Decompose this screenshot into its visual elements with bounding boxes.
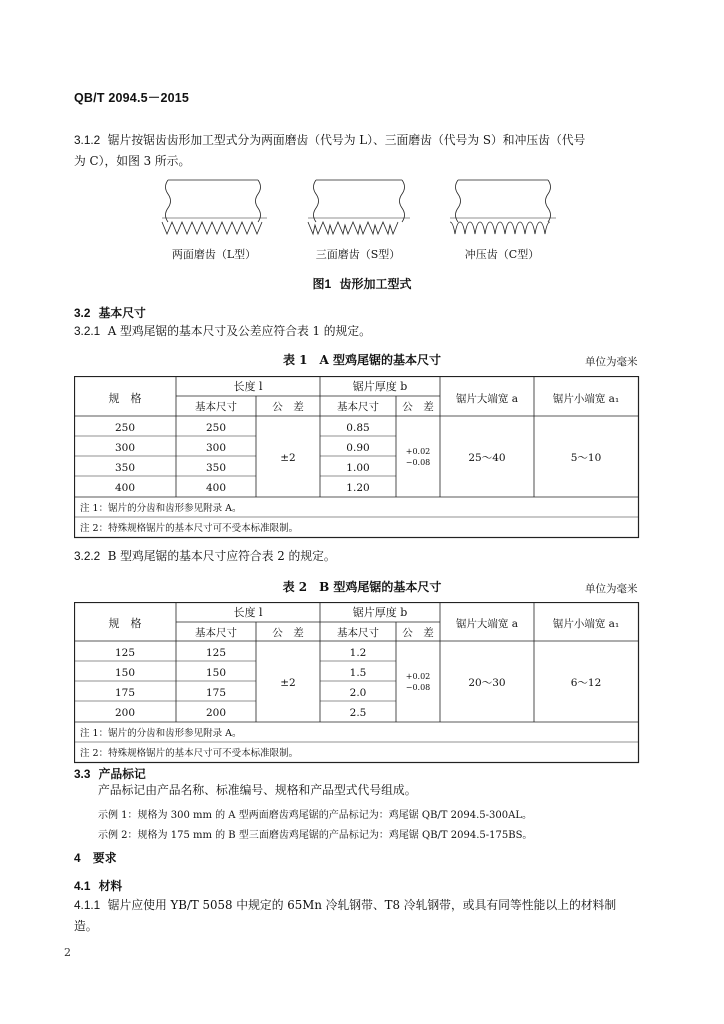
header-tolerance: 公 差 [402,627,434,639]
paragraph-text: 锯片按锯齿齿形加工型式分为两面磨齿（代号为 L）、三面磨齿（代号为 S）和冲压齿（代号 [107,133,586,147]
cell-spec: 150 [114,667,136,679]
three-face-ground-tooth-drawing [308,180,410,234]
paragraph-text: 造。 [74,919,98,933]
example-1: 示例 1：规格为 300 mm 的 A 型两面磨齿鸡尾锯的产品标记为：鸡尾锯 QB/T 2094.5-300AL。 [98,810,532,821]
cell-length-tolerance: ±2 [280,452,296,464]
table2-unit: 单位为毫米 [585,583,638,595]
section-4-1-heading [74,876,122,897]
header-tolerance: 公 差 [272,401,304,413]
table-note-1: 注 1：锯片的分齿和齿形参见附录 A。 [80,728,242,739]
header-length: 长度 l [233,606,263,619]
section-3-3-text: 产品标记由产品名称、标准编号、规格和产品型式代号组成。 [98,783,417,797]
table2-caption: 表 2 B 型鸡尾锯的基本尺寸 [282,580,442,594]
cell-small-end: 6～12 [570,677,602,689]
figure-label-l-type: 两面磨齿（L型） [171,248,257,261]
cell-thickness-tolerance-plus: +0.02 [405,447,431,456]
header-small-end: 锯片小端宽 a₁ [552,393,620,405]
cell-spec: 250 [114,422,136,434]
cell-small-end: 5～10 [570,452,602,464]
section-number: 3.2.2 [74,549,101,563]
figure-label-s-type: 三面磨齿（S型） [315,248,401,261]
cell-length: 400 [205,482,227,494]
header-basic-size: 基本尺寸 [337,401,379,413]
cell-length: 250 [205,422,227,434]
paragraph-text: B 型鸡尾锯的基本尺寸应符合表 2 的规定。 [107,549,336,563]
section-number: 4.1 [74,879,91,893]
header-length: 长度 l [233,380,263,393]
cell-big-end: 25～40 [468,452,506,464]
header-big-end: 锯片大端宽 a [455,393,519,405]
header-basic-size: 基本尺寸 [195,627,237,639]
header-small-end: 锯片小端宽 a₁ [552,618,620,630]
cell-length: 125 [205,647,227,659]
table-note-1: 注 1：锯片的分齿和齿形参见附录 A。 [80,503,242,514]
cell-length: 300 [205,442,227,454]
table2 [74,602,640,766]
section-number: 3.2 [74,306,91,320]
figure-caption [0,275,724,292]
cell-spec: 125 [114,647,136,659]
cell-spec: 175 [114,687,136,699]
table1-caption: 表 1 A 型鸡尾锯的基本尺寸 [282,353,442,367]
table1-unit: 单位为毫米 [585,356,638,368]
section-title: 产品标记 [98,767,146,781]
section-title: 要求 [92,851,117,865]
cell-thickness-tolerance-plus: +0.02 [405,672,431,681]
paragraph-text: 为 C），如图 3 所示。 [74,154,191,168]
cell-thickness: 2.0 [349,687,367,699]
cell-length: 175 [205,687,227,699]
cell-thickness: 1.20 [346,482,370,494]
header-tolerance: 公 差 [272,627,304,639]
cell-spec: 400 [114,482,136,494]
section-3-2-2 [74,546,336,567]
header-spec: 规 格 [108,392,142,405]
cell-thickness: 1.00 [346,462,370,474]
section-4-1-1 [74,895,654,937]
cell-thickness: 1.5 [349,667,367,679]
section-3-2-1 [74,321,371,342]
table-note-2: 注 2：特殊规格锯片的基本尺寸可不受本标准限制。 [80,748,299,759]
cell-length-tolerance: ±2 [280,677,296,689]
cell-thickness-tolerance-minus: −0.08 [405,683,431,692]
paragraph-text: A 型鸡尾锯的基本尺寸及公差应符合表 1 的规定。 [107,324,371,338]
cell-length: 150 [205,667,227,679]
header-tolerance: 公 差 [402,401,434,413]
section-number: 4 [74,851,81,865]
cell-spec: 200 [114,707,136,719]
cell-thickness: 2.5 [349,707,367,719]
header-basic-size: 基本尺寸 [337,627,379,639]
figure-number: 图1 [312,277,332,291]
cell-thickness: 1.2 [349,647,367,659]
figure-title: 齿形加工型式 [339,277,412,291]
cell-length: 200 [205,707,227,719]
table1 [74,376,640,540]
section-title: 基本尺寸 [98,306,146,320]
section-number: 3.3 [74,767,91,781]
cell-spec: 300 [114,442,136,454]
figure-label-c-type: 冲压齿（C型） [464,248,540,261]
cell-thickness-tolerance-minus: −0.08 [405,458,431,467]
two-face-ground-tooth-drawing [162,180,267,234]
header-thickness: 锯片厚度 b [352,606,408,619]
section-number: 4.1.1 [74,898,101,912]
cell-big-end: 20～30 [468,677,506,689]
section-number: 3.1.2 [74,133,101,147]
section-number: 3.2.1 [74,324,101,338]
cell-length: 350 [205,462,227,474]
punched-tooth-drawing [450,180,556,234]
section-3-1-2 [74,130,654,172]
tooth-form-figure [140,172,580,272]
cell-spec: 350 [114,462,136,474]
header-thickness: 锯片厚度 b [352,380,408,393]
header-basic-size: 基本尺寸 [195,401,237,413]
section-4-heading [74,848,117,869]
page-number: 2 [64,946,71,959]
cell-thickness: 0.90 [346,442,370,454]
section-title: 材料 [98,879,123,893]
example-2: 示例 2：规格为 175 mm 的 B 型三面磨齿鸡尾锯的产品标记为：鸡尾锯 QB/T 2094.5-175BS。 [98,830,533,841]
standard-code-header: QB/T 2094.5－2015 [74,91,190,105]
table-note-2: 注 2：特殊规格锯片的基本尺寸可不受本标准限制。 [80,523,299,534]
header-spec: 规 格 [108,617,142,630]
cell-thickness: 0.85 [346,422,370,434]
header-big-end: 锯片大端宽 a [455,618,519,630]
paragraph-text: 锯片应使用 YB/T 5058 中规定的 65Mn 冷轧钢带、T8 冷轧钢带，或具有同等性能以上的材料制 [107,898,617,912]
